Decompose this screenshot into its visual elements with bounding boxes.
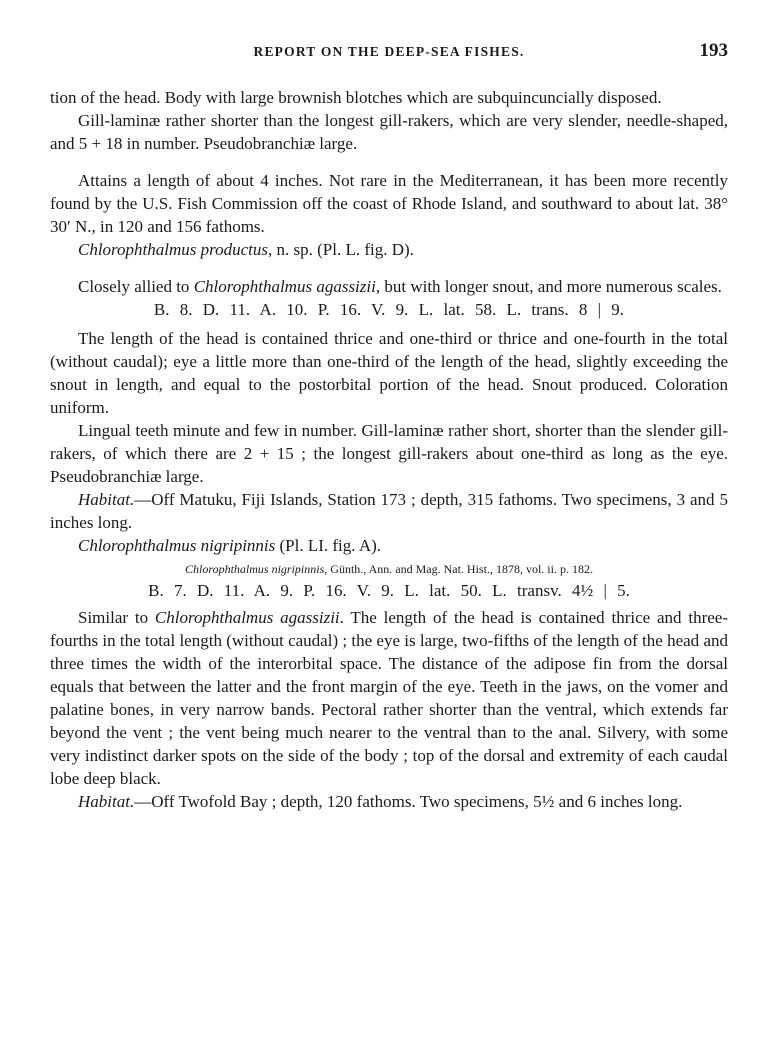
intro-prefix: Closely allied to (78, 277, 194, 296)
citation-text: , Günth., Ann. and Mag. Nat. Hist., 1878, vol. ii. p. 182. (324, 562, 593, 576)
paragraph-productus-habitat (50, 488, 728, 534)
paragraph-productus-teeth: Lingual teeth minute and few in number. Gill-laminæ rather short, shorter than the slender gill-rakers, of which there are 2 + 15 ; the longest gill-rakers about one-third as long as the eye. Pseudobranchiæ large. (50, 421, 728, 486)
species-heading-suffix: (Pl. LI. fig. A). (275, 536, 382, 555)
species-name: Chlorophthalmus productus (78, 240, 269, 259)
body-text (50, 86, 728, 813)
fin-formula-nigripinnis: B. 7. D. 11. A. 9. P. 16. V. 9. L. lat. 50. L. transv. 4½ | 5. (148, 581, 630, 600)
habitat-text: —Off Matuku, Fiji Islands, Station 173 ; depth, 315 fathoms. Two specimens, 3 and 5 inches long. (50, 490, 728, 532)
desc-prefix: Similar to (78, 608, 155, 627)
page-header (50, 40, 728, 66)
species-heading-nigripinnis (50, 534, 728, 557)
citation-species-name: Chlorophthalmus nigripinnis (185, 562, 325, 576)
habitat-label: Habitat. (78, 792, 135, 811)
paragraph-nigripinnis-habitat (50, 790, 728, 813)
desc-species-name: Chlorophthalmus agassizii (154, 608, 340, 627)
paragraph-continuation: tion of the head. Body with large brownish blotches which are subquincuncially disposed. (50, 88, 662, 107)
desc-text: . The length of the head is contained thrice and three-fourths in the total length (without caudal) ; the eye is large, two-fifths of the length of the head and three times the width of the interorbital space. The distance of the adipose fin from the dorsal equals that between the latter and the front margin of the eye. Teeth in the jaws, on the vomer and palatine bones, in very narrow bands. Pectoral rather shorter than the ventral, which extends far beyond the vent ; the vent being much nearer to the ventral than to the anal. Silvery, with some very indistinct darker spots on the side of the body ; top of the dorsal and extremity of each caudal lobe deep black. (50, 608, 729, 788)
running-title: REPORT ON THE DEEP-SEA FISHES. (253, 44, 525, 59)
intro-suffix: , but with longer snout, and more numerous scales. (375, 277, 722, 296)
species-name: Chlorophthalmus nigripinnis (78, 536, 276, 555)
citation (50, 559, 728, 579)
species-heading-productus (50, 238, 728, 261)
paragraph-nigripinnis-description (50, 606, 728, 790)
paragraph-gill-laminae: Gill-laminæ rather shorter than the longest gill-rakers, which are very slender, needle-shaped, and 5 + 18 in number. Pseudobranchiæ large. (50, 111, 728, 153)
habitat-label: Habitat. (78, 490, 135, 509)
fin-formula-productus: B. 8. D. 11. A. 10. P. 16. V. 9. L. lat. 58. L. trans. 8 | 9. (153, 300, 625, 319)
species-heading-suffix: , n. sp. (Pl. L. fig. D). (268, 240, 414, 259)
intro-species-name: Chlorophthalmus agassizii (193, 277, 376, 296)
paragraph-distribution: Attains a length of about 4 inches. Not rare in the Mediterranean, it has been more recently found by the U.S. Fish Commission off the coast of Rhode Island, and southward to about lat. 38° 30′ N., in 120 and 156 fathoms. (50, 171, 728, 236)
paragraph-productus-intro (50, 275, 728, 298)
page-number: 193 (699, 40, 728, 61)
paragraph-productus-description: The length of the head is contained thrice and one-third or thrice and one-fourth in the total (without caudal); eye a little more than one-third of the length of the head, slightly exceeding the snout in length, and equal to the postorbital portion of the head. Snout produced. Coloration uniform. (50, 329, 728, 417)
habitat-text: —Off Twofold Bay ; depth, 120 fathoms. Two specimens, 5½ and 6 inches long. (134, 792, 683, 811)
